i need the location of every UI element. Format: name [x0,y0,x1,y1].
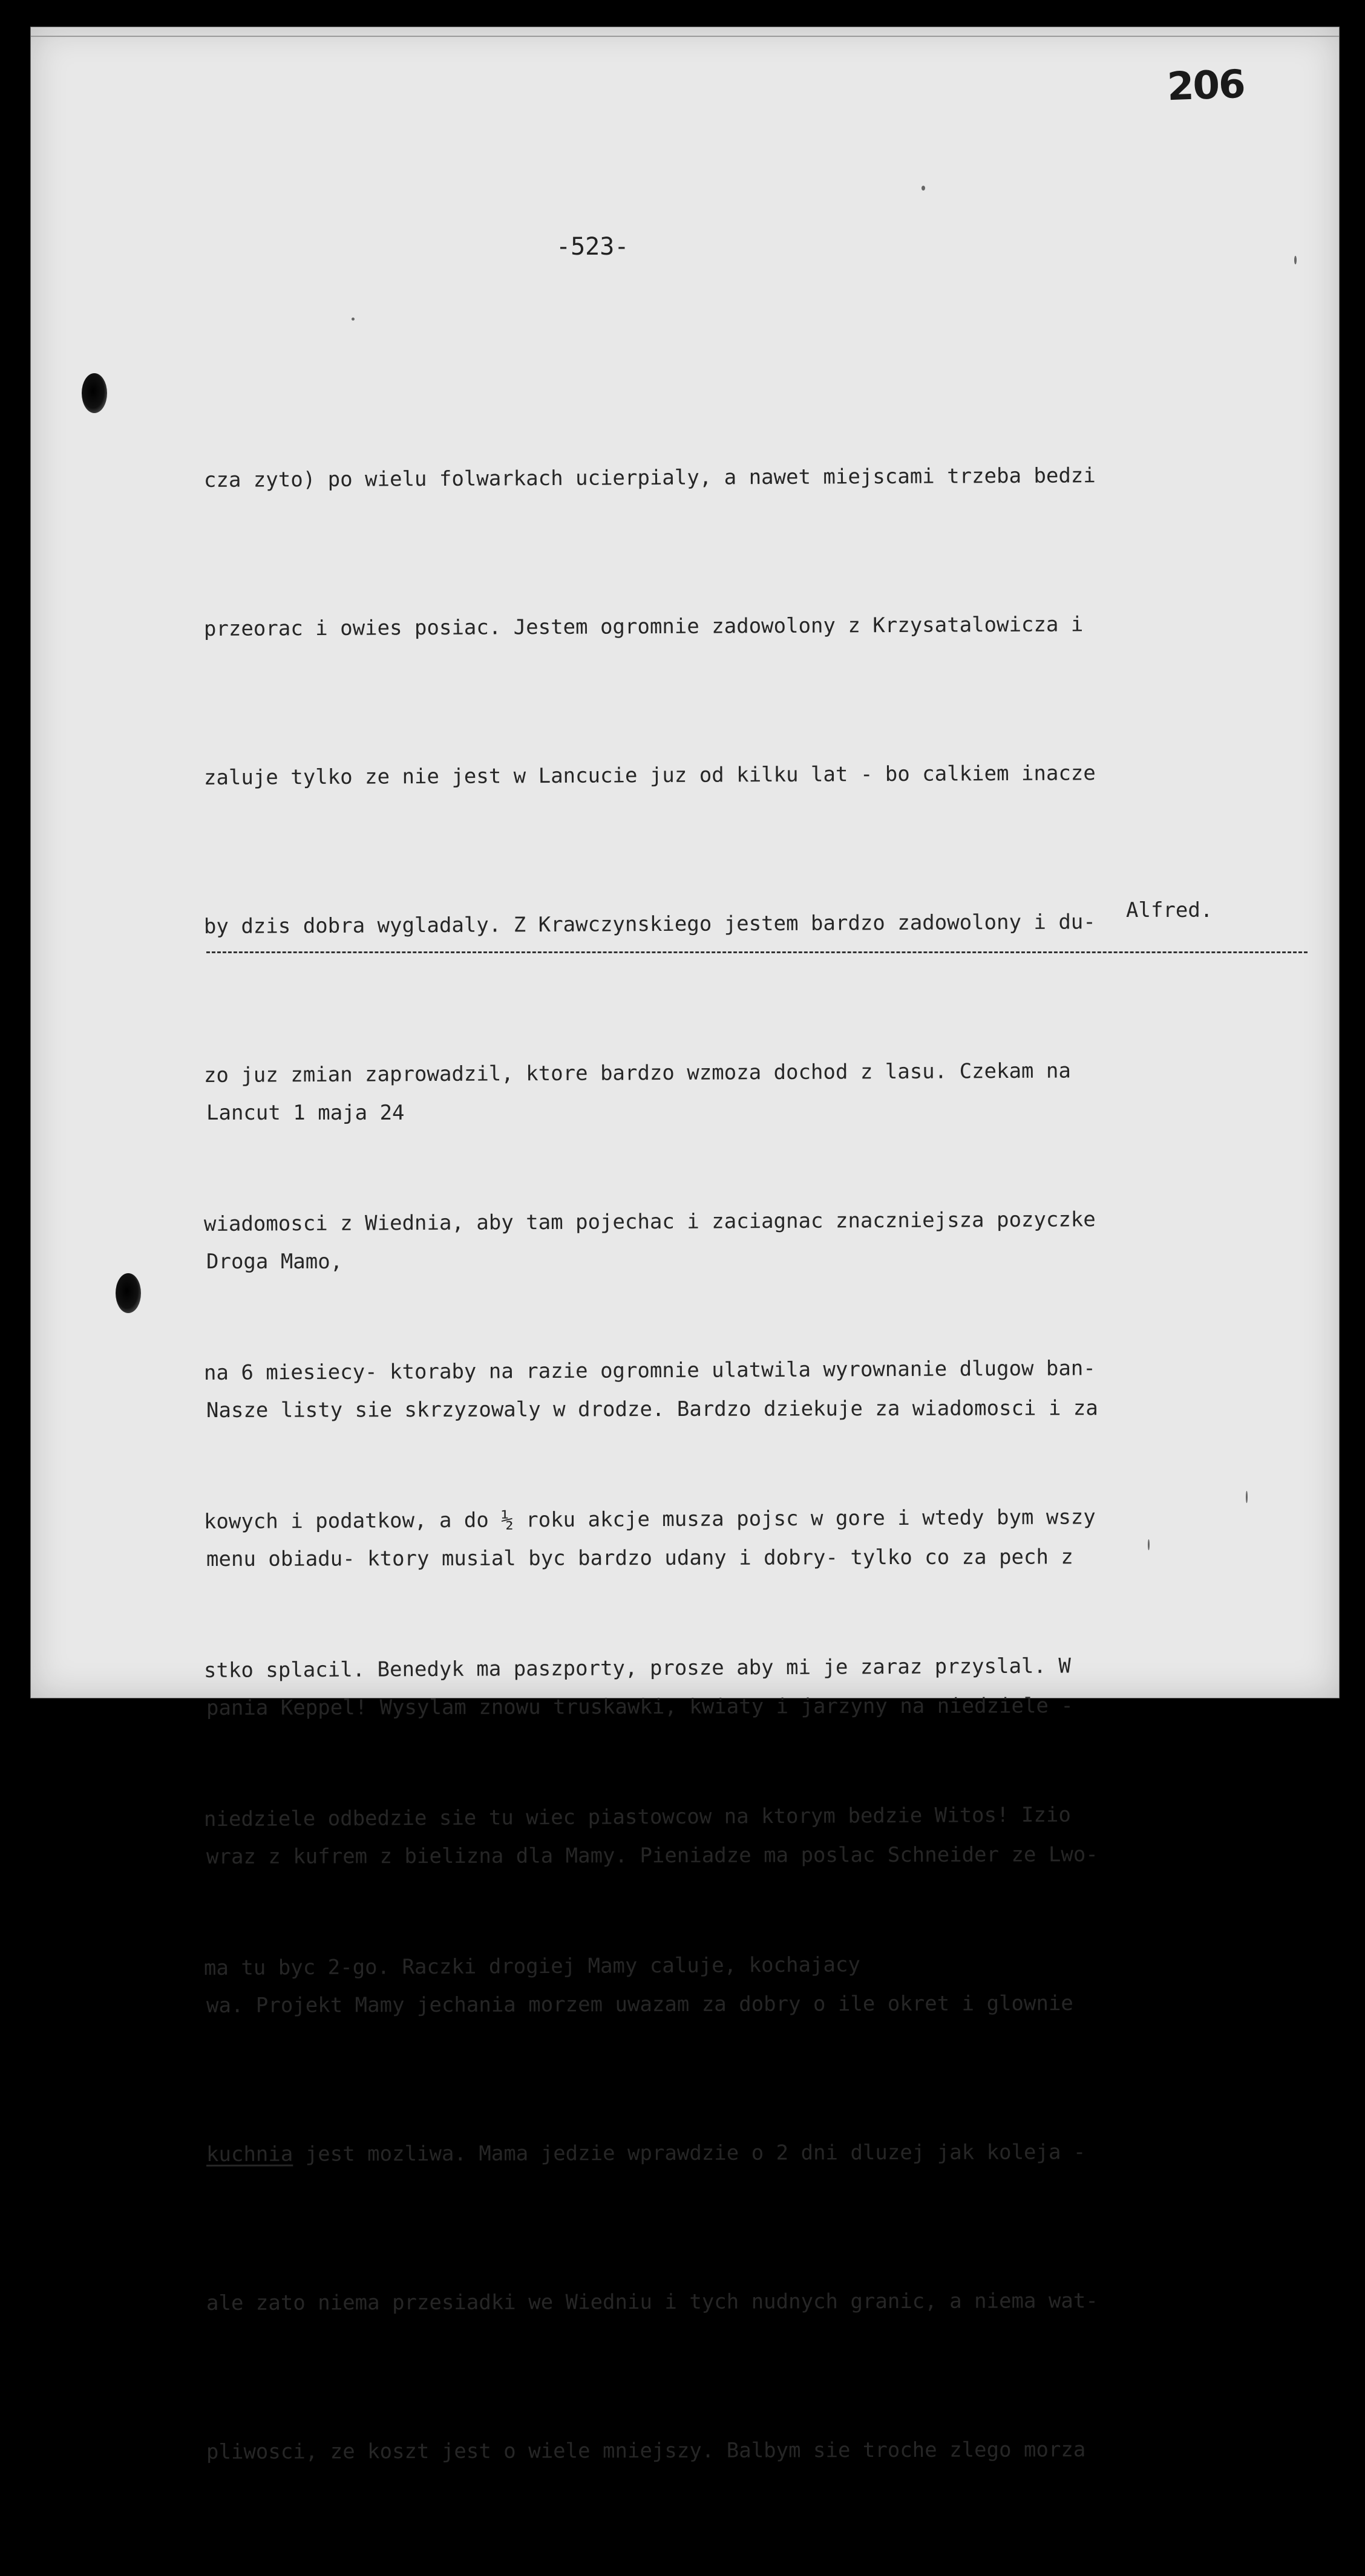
text-line: kowych i podatkow, a do ½ roku akcje musza pojsc w gore i wtedy bym wszy [203,1505,1096,1534]
page-number: -523- [556,233,629,261]
dashed-divider [206,951,1308,953]
text-line: by dzis dobra wygladaly. Z Krawczynskiego jestem bardzo zadowolony i du- [203,910,1096,939]
text-line: pliwosci, ze koszt jest o wiele mniejszy. Balbym sie troche zlego morza [206,2437,1086,2464]
text-line: ma tu byc 2-go. Raczki drogiej Mamy caluje, kochajacy [203,1952,860,1980]
text-line: niedziele odbedzie sie tu wiec piastowcow na ktorym bedzie Witos! Izio [203,1802,1071,1831]
speck [1148,1539,1150,1550]
text-line-with-underline [206,2127,1098,2179]
text-line: ale zato niema przesiadki we Wiedniu i tych nudnych granic, a niema wat- [206,2289,1098,2315]
text-line: cza zyto) po wielu folwarkach ucierpialy, a nawet miejscami trzeba bedzi [203,463,1096,492]
text-line: wraz z kufrem z bielizna dla Mamy. Pieniadze ma poslac Schneider ze Lwo- [206,1842,1098,1869]
letter-date: Lancut 1 maja 24 [206,1101,405,1125]
text-line: wiadomosci z Wiednia, aby tam pojechac i zaciagnac znaczniejsza pozyczke [203,1207,1096,1236]
signature: Alfred. [1126,898,1213,922]
punch-hole-bottom [116,1273,141,1313]
punch-hole-top [82,373,107,413]
text-line: zaluje tylko ze nie jest w Lancucie juz od kilku lat - bo calkiem inacze [203,761,1096,790]
speck [352,318,355,321]
text-line: na 6 miesiecy- ktoraby na razie ogromnie ulatwila wyrownanie dlugow ban- [203,1356,1096,1385]
letter-salutation: Droga Mamo, [206,1250,343,1274]
text-line: przeorac i owies posiac. Jestem ogromnie zadowolony z Krzysatalowicza i [203,612,1084,641]
underlined-word: kuchnia [206,2142,293,2167]
text-line: jest mozliwa. Mama jedzie wprawdzie o 2 dni dluzej jak koleja - [305,2140,1086,2167]
text-line: menu obiadu- ktory musial byc bardzo udany i dobry- tylko co za pech z [206,1545,1073,1571]
speck [1294,256,1297,264]
archive-number: 206 [1166,62,1245,110]
page-fold-line [31,36,1339,37]
text-line: Nasze listy sie skrzyzowaly w drodze. Bardzo dziekuje za wiadomosci i za [206,1396,1098,1423]
text-line: wa. Projekt Mamy jechania morzem uwazam za dobry o ile okret i glownie [206,1991,1073,2018]
new-letter [203,989,1098,2576]
document-page [30,27,1340,2464]
text-line: stko splacil. Benedyk ma paszporty, prosze aby mi je zaraz przyslal. W [203,1654,1071,1683]
speck [1246,1491,1248,1503]
text-line: zo juz zmian zaprowadzil, ktore bardzo wzmoza dochod z lasu. Czekam na [203,1058,1071,1087]
text-line: pania Keppel! Wysylam znowu truskawki, kwiaty i jarzyny na niedziele - [206,1694,1073,1720]
speck [921,186,925,191]
